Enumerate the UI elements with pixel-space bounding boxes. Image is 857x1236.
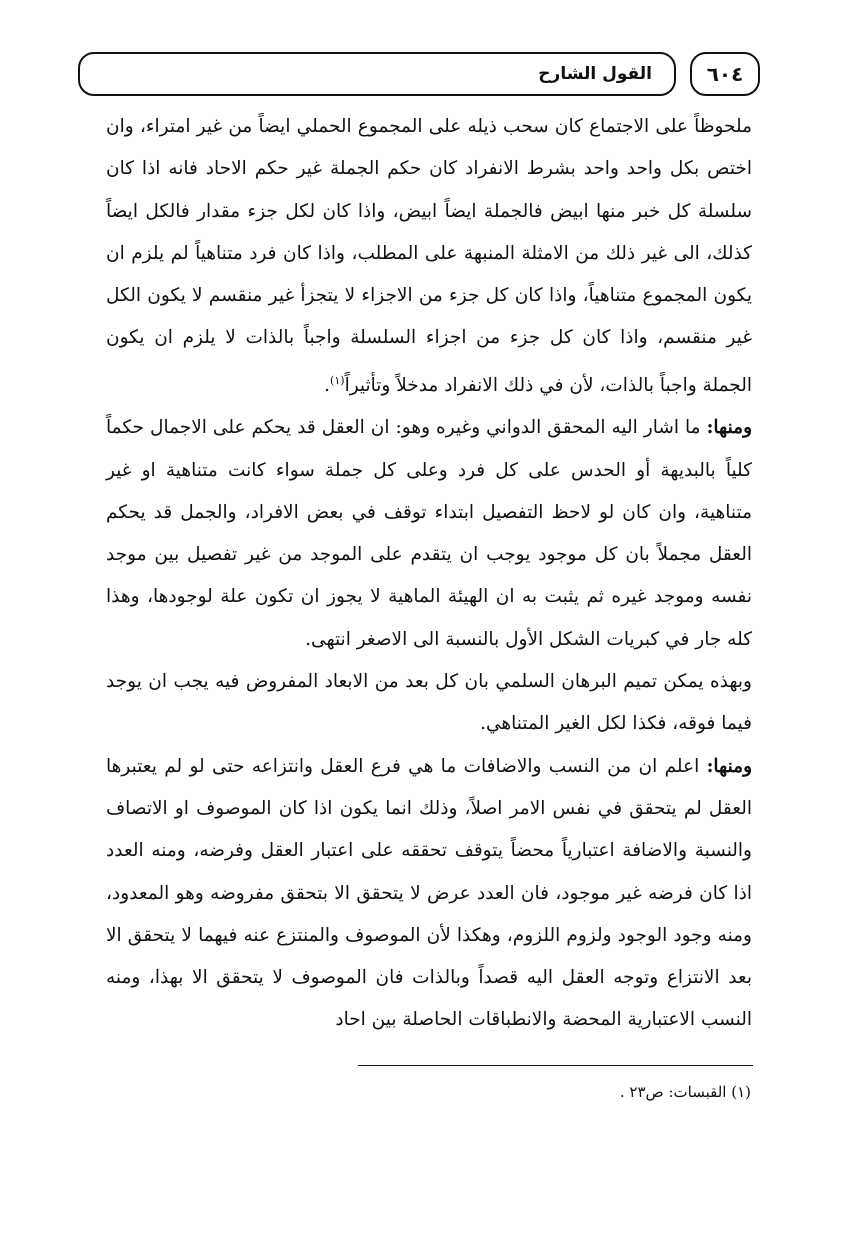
- page-header: [78, 52, 760, 98]
- footnote: [620, 1080, 751, 1104]
- page-number: ٦٠٤: [706, 62, 744, 86]
- paragraph-lead: ومنها:: [706, 755, 752, 777]
- paragraph-text: وبهذه يمكن تميم البرهان السلمي بان كل بعد من الابعاد المفروض فيه يجب ان يوجد فيما فوقه، فكذا لكل الغير المتناهي.: [106, 671, 752, 735]
- main-text: [106, 106, 752, 1042]
- running-title: القول الشارح: [538, 64, 652, 84]
- page-number-box: [690, 52, 760, 96]
- footnote-reference: (١): [330, 373, 345, 387]
- paragraph-tail: .: [324, 374, 331, 396]
- paragraph-lead: ومنها:: [706, 417, 752, 439]
- footnote-marker: (١): [731, 1083, 751, 1101]
- running-title-box: [78, 52, 676, 96]
- paragraph: [106, 106, 752, 407]
- paragraph-text: اعلم ان من النسب والاضافات ما هي فرع العقل وانتزاعه حتى لو لم يعتبرها العقل لم يتحقق في نفس الامر اصلاً، وذلك انما يكون اذا كان الموصوف او الاتصاف والنسبة والاضافة اعتبارياً محضاً يتوقف تحققه على اعتبار العقل وفرضه، ومنه العدد اذا كان فرضه غير موجود، فان العدد عرض لا يتحقق الا بتحقق مفروضه وهو المعدود، ومنه وجود الوجود ولزوم اللزوم، وهكذا لأن الموصوف والمنتزع عنه فيهما لا يتحقق الا بعد الانتزاع وتوجه العقل اليه قصداً وبالذات فان الموصوف لا يتحقق الا بهذا، ومنه النسب الاعتبارية المحضة والانطباقات الحاصلة بين احاد: [106, 755, 752, 1031]
- paragraph: [106, 407, 752, 661]
- paragraph: [106, 746, 752, 1042]
- paragraph-text: ما اشار اليه المحقق الدواني وغيره وهو: ان العقل قد يحكم على الاجمال حكماً كلياً بالبديهة أو الحدس على كل فرد وعلى كل جملة سواء كانت متناهية او غير متناهية، وان كان لو لاحظ التفصيل ابتداء توقف في بعض الافراد، والجمل قد يحكم العقل مجملاً بان كل موجود يوجب ان يتقدم على الموجد من غير تفصيل بين موجد نفسه وموجد غيره ثم يثبت به ان الهيئة الماهية لا يجوز ان تكون علة لوجودها، وهذا كله جار في كبريات الشكل الأول بالنسبة الى الاصغر انتهى.: [106, 417, 752, 650]
- footnote-divider: [358, 1065, 753, 1066]
- paragraph-text: ملحوظاً على الاجتماع كان سحب ذيله على المجموع الحملي ايضاً من غير امتراء، وان اختص بكل واحد واحد بشرط الانفراد كان حكم الجملة غير حكم الاحاد فانه اذا كان سلسلة كل خبر منها ابيض فالجملة ايضاً ابيض، واذا كان لكل جزء مقدار فالكل ايضاً كذلك، الى غير ذلك من الامثلة المنبهة على المطلب، واذا كان فرد متناهياً لم يلزم ان يكون المجموع متناهياً، واذا كان كل جزء من الاجزاء لا يتجزأ غير منقسم لا يكون الكل غير منقسم، واذا كان كل جزء من اجزاء السلسلة واجباً بالذات لا يلزم ان يكون الجملة واجباً بالذات، لأن في ذلك الانفراد مدخلاً وتأثيراً: [106, 116, 752, 396]
- footnote-text: القبسات: ص٢٣ .: [619, 1083, 727, 1101]
- paragraph: [106, 661, 752, 746]
